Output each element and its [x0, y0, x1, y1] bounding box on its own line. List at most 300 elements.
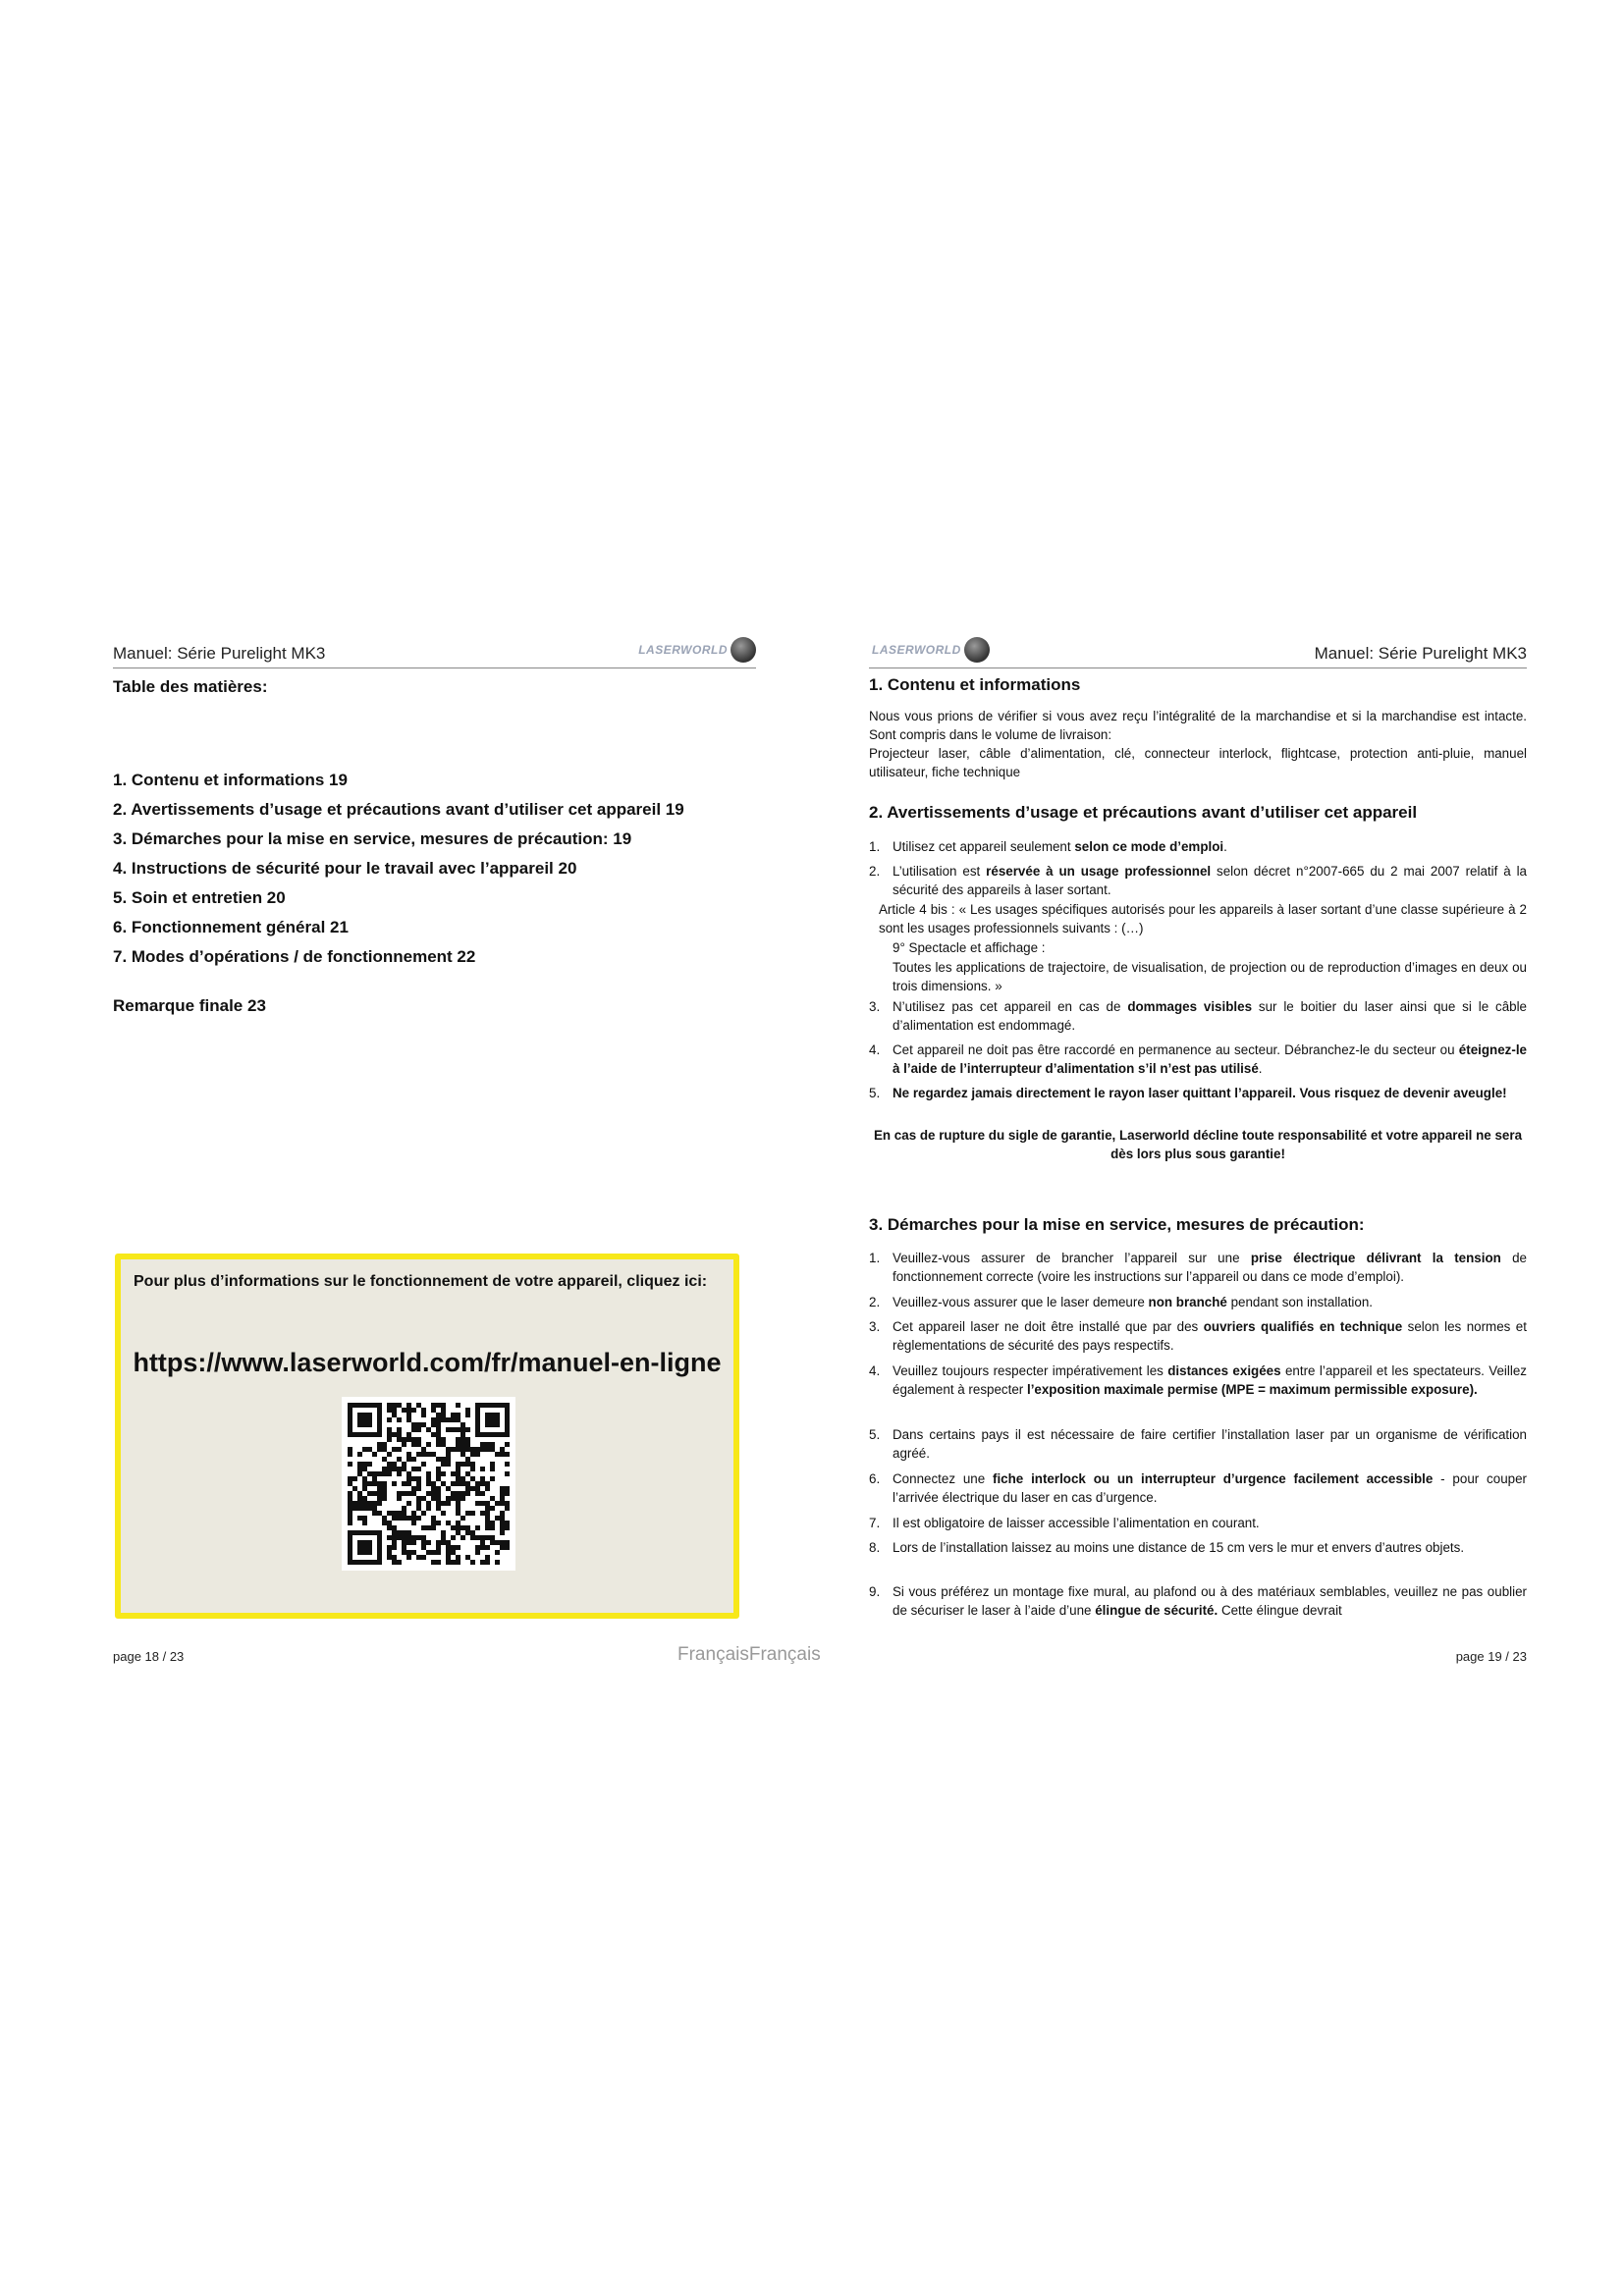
qr-module — [397, 1437, 402, 1442]
qr-module — [490, 1462, 495, 1467]
qr-module — [485, 1511, 490, 1516]
qr-module — [352, 1560, 357, 1565]
qr-module — [446, 1462, 451, 1467]
qr-module — [367, 1417, 372, 1422]
qr-module — [352, 1486, 357, 1491]
qr-module — [460, 1481, 465, 1486]
qr-module — [352, 1403, 357, 1408]
qr-module — [490, 1447, 495, 1452]
qr-module — [397, 1491, 402, 1496]
qr-module — [382, 1516, 387, 1521]
qr-module — [357, 1452, 362, 1457]
qr-module — [441, 1413, 446, 1417]
qr-module — [431, 1486, 436, 1491]
qr-module — [475, 1501, 480, 1506]
qr-module — [465, 1408, 470, 1413]
qr-module — [441, 1403, 446, 1408]
qr-module — [402, 1462, 406, 1467]
qr-module — [465, 1530, 470, 1535]
qr-module — [357, 1540, 362, 1545]
qr-module — [362, 1530, 367, 1535]
qr-module — [397, 1535, 402, 1540]
qr-module — [436, 1540, 441, 1545]
item-number: 3. — [869, 1319, 881, 1334]
manual-link[interactable]: https://www.laserworld.com/fr/manuel-en-ligne — [133, 1348, 722, 1377]
qr-module — [456, 1521, 460, 1525]
qr-module — [377, 1447, 382, 1452]
qr-module — [377, 1555, 382, 1560]
item-number: 1. — [869, 1251, 881, 1265]
qr-module — [431, 1432, 436, 1437]
qr-module — [348, 1417, 352, 1422]
qr-module — [505, 1422, 510, 1427]
qr-module — [372, 1432, 377, 1437]
qr-module — [426, 1540, 431, 1545]
qr-module — [500, 1540, 505, 1545]
qr-module — [475, 1403, 480, 1408]
qr-module — [367, 1462, 372, 1467]
qr-module — [416, 1496, 421, 1501]
qr-module — [352, 1501, 357, 1506]
qr-module — [475, 1432, 480, 1437]
qr-module — [505, 1408, 510, 1413]
qr-module — [402, 1550, 406, 1555]
qr-module — [475, 1452, 480, 1457]
item-text: Connectez une — [893, 1471, 993, 1486]
qr-module — [480, 1467, 485, 1471]
qr-module — [436, 1521, 441, 1525]
qr-module — [377, 1427, 382, 1432]
qr-module — [348, 1496, 352, 1501]
qr-module — [348, 1422, 352, 1427]
item-text: Lors de l’installation laissez au moins une distance de 15 cm vers le mur et envers d’autres objets. — [893, 1540, 1465, 1555]
qr-module — [392, 1530, 397, 1535]
item-text: Cet appareil ne doit pas être raccordé en permanence au secteur. Débranchez-le du secteur ou — [893, 1042, 1459, 1057]
qr-module — [416, 1467, 421, 1471]
qr-module — [436, 1545, 441, 1550]
qr-module — [421, 1525, 426, 1530]
qr-module — [392, 1535, 397, 1540]
qr-module — [441, 1462, 446, 1467]
qr-module — [348, 1462, 352, 1467]
qr-module — [367, 1491, 372, 1496]
qr-module — [480, 1447, 485, 1452]
qr-module — [367, 1471, 372, 1476]
qr-module — [357, 1467, 362, 1471]
qr-module — [460, 1462, 465, 1467]
qr-module — [392, 1511, 397, 1516]
qr-module — [367, 1550, 372, 1555]
qr-module — [387, 1535, 392, 1540]
qr-module — [411, 1511, 416, 1516]
toc-title: Table des matières: — [113, 677, 268, 696]
qr-module — [460, 1496, 465, 1501]
qr-module — [411, 1457, 416, 1462]
qr-module — [490, 1496, 495, 1501]
qr-module — [456, 1481, 460, 1486]
qr-module — [392, 1540, 397, 1545]
toc-item[interactable]: 4. Instructions de sécurité pour le travail avec l’appareil 20 — [113, 859, 577, 878]
list-item — [869, 837, 1527, 856]
toc-item[interactable]: 1. Contenu et informations 19 — [113, 771, 348, 789]
qr-module — [456, 1506, 460, 1511]
qr-module — [426, 1452, 431, 1457]
toc-item[interactable]: 3. Démarches pour la mise en service, mesures de précaution: 19 — [113, 829, 632, 848]
qr-module — [406, 1540, 411, 1545]
qr-module — [397, 1511, 402, 1516]
qr-module — [431, 1516, 436, 1521]
item-text: . — [1223, 839, 1227, 854]
qr-module — [406, 1413, 411, 1417]
qr-module — [411, 1427, 416, 1432]
qr-module — [362, 1540, 367, 1545]
item-text-bold: distances exigées — [1167, 1363, 1281, 1378]
qr-module — [475, 1550, 480, 1555]
qr-module — [387, 1545, 392, 1550]
logo-text: LASERWORLD — [872, 643, 961, 657]
item-text: de fonctionnement correcte (voire les instructions sur l’appareil ou dans ce mode d’emploi). — [893, 1251, 1527, 1284]
qr-module — [416, 1535, 421, 1540]
qr-module — [460, 1516, 465, 1521]
qr-module — [451, 1427, 456, 1432]
qr-module — [465, 1525, 470, 1530]
qr-module — [485, 1501, 490, 1506]
qr-module — [441, 1471, 446, 1476]
qr-module — [372, 1506, 377, 1511]
toc-item[interactable]: 5. Soin et entretien 20 — [113, 888, 286, 907]
qr-module — [465, 1442, 470, 1447]
list-item — [869, 1317, 1527, 1355]
qr-module — [490, 1540, 495, 1545]
qr-module — [431, 1521, 436, 1525]
item-text: selon les normes et règlementations de sécurité des pays respectifs. — [893, 1319, 1527, 1353]
qr-module — [480, 1442, 485, 1447]
qr-module — [480, 1540, 485, 1545]
qr-module — [441, 1501, 446, 1506]
qr-module — [431, 1481, 436, 1486]
item-text: Si vous préférez un montage fixe mural, au plafond ou à des matériaux semblables, veuillez ne pas oublier de sécuriser le laser à l’aide d’une — [893, 1584, 1527, 1618]
list-item — [869, 1362, 1527, 1399]
qr-module — [490, 1403, 495, 1408]
qr-module — [436, 1501, 441, 1506]
qr-module — [421, 1555, 426, 1560]
qr-module — [421, 1447, 426, 1452]
qr-module — [416, 1501, 421, 1506]
qr-module — [456, 1476, 460, 1481]
qr-module — [470, 1560, 475, 1565]
qr-module — [500, 1496, 505, 1501]
qr-module — [372, 1452, 377, 1457]
qr-module — [451, 1496, 456, 1501]
qr-module — [505, 1417, 510, 1422]
qr-module — [451, 1525, 456, 1530]
qr-module — [411, 1476, 416, 1481]
qr-module — [377, 1413, 382, 1417]
list-item — [869, 1041, 1527, 1078]
section-heading: 3. Démarches pour la mise en service, mesures de précaution: — [869, 1215, 1365, 1234]
language-footer: FrançaisFrançais — [677, 1644, 821, 1665]
qr-module — [397, 1467, 402, 1471]
qr-module — [387, 1467, 392, 1471]
qr-module — [421, 1462, 426, 1467]
qr-module — [406, 1535, 411, 1540]
list-item — [869, 1084, 1527, 1102]
qr-module — [406, 1432, 411, 1437]
qr-module — [485, 1555, 490, 1560]
qr-module — [362, 1506, 367, 1511]
qr-module — [456, 1471, 460, 1476]
item-text-bold: non branché — [1148, 1295, 1227, 1309]
qr-module — [421, 1408, 426, 1413]
qr-module — [500, 1403, 505, 1408]
qr-module — [357, 1471, 362, 1476]
qr-module — [357, 1560, 362, 1565]
qr-module — [348, 1506, 352, 1511]
qr-module — [397, 1457, 402, 1462]
qr-module — [451, 1535, 456, 1540]
qr-module — [362, 1422, 367, 1427]
qr-module — [392, 1516, 397, 1521]
item-number: 2. — [869, 864, 881, 879]
qr-module — [348, 1555, 352, 1560]
qr-module — [348, 1481, 352, 1486]
qr-module — [416, 1427, 421, 1432]
qr-module — [470, 1447, 475, 1452]
qr-module — [475, 1427, 480, 1432]
item-text-bold: éteignez-le à l’aide de l’interrupteur d’alimentation s’il n’est pas utilisé — [893, 1042, 1527, 1076]
qr-module — [416, 1437, 421, 1442]
qr-module — [406, 1491, 411, 1496]
qr-module — [431, 1422, 436, 1427]
qr-module — [500, 1516, 505, 1521]
qr-module — [436, 1403, 441, 1408]
qr-module — [441, 1442, 446, 1447]
qr-module — [426, 1481, 431, 1486]
qr-module — [416, 1516, 421, 1521]
qr-module — [500, 1452, 505, 1457]
item-number: 5. — [869, 1086, 881, 1100]
qr-module — [372, 1481, 377, 1486]
qr-module — [475, 1525, 480, 1530]
qr-module — [416, 1486, 421, 1491]
qr-module — [411, 1467, 416, 1471]
qr-module — [411, 1408, 416, 1413]
qr-module — [402, 1530, 406, 1535]
qr-module — [475, 1417, 480, 1422]
qr-module — [436, 1422, 441, 1427]
qr-module — [505, 1486, 510, 1491]
list-item — [869, 1538, 1527, 1557]
qr-module — [387, 1403, 392, 1408]
qr-module — [367, 1422, 372, 1427]
qr-module — [367, 1545, 372, 1550]
qr-module — [465, 1481, 470, 1486]
qr-module — [500, 1501, 505, 1506]
qr-code[interactable] — [342, 1397, 515, 1571]
qr-module — [451, 1550, 456, 1555]
qr-module — [357, 1506, 362, 1511]
qr-module — [416, 1422, 421, 1427]
qr-module — [505, 1540, 510, 1545]
qr-module — [387, 1471, 392, 1476]
qr-module — [402, 1545, 406, 1550]
qr-module — [441, 1535, 446, 1540]
qr-module — [416, 1506, 421, 1511]
qr-module — [495, 1432, 500, 1437]
qr-module — [446, 1457, 451, 1462]
qr-module — [505, 1403, 510, 1408]
qr-module — [367, 1403, 372, 1408]
qr-module — [362, 1417, 367, 1422]
qr-module — [500, 1545, 505, 1550]
qr-module — [377, 1417, 382, 1422]
qr-module — [490, 1467, 495, 1471]
qr-module — [348, 1535, 352, 1540]
qr-module — [446, 1447, 451, 1452]
qr-module — [377, 1496, 382, 1501]
qr-module — [411, 1535, 416, 1540]
qr-module — [397, 1496, 402, 1501]
list-item — [869, 1425, 1527, 1463]
qr-module — [348, 1476, 352, 1481]
qr-module — [485, 1422, 490, 1427]
qr-module — [436, 1471, 441, 1476]
toc-item[interactable]: 6. Fonctionnement général 21 — [113, 918, 349, 936]
qr-module — [505, 1501, 510, 1506]
qr-module — [446, 1545, 451, 1550]
qr-module — [411, 1521, 416, 1525]
qr-module — [436, 1457, 441, 1462]
qr-module — [485, 1442, 490, 1447]
qr-module — [387, 1437, 392, 1442]
qr-module — [362, 1462, 367, 1467]
header-title: Manuel: Série Purelight MK3 — [113, 644, 326, 663]
qr-module — [357, 1417, 362, 1422]
toc-item[interactable]: 7. Modes d’opérations / de fonctionnement 22 — [113, 947, 476, 966]
section-heading: 2. Avertissements d’usage et précautions avant d’utiliser cet appareil — [869, 803, 1418, 822]
qr-module — [475, 1535, 480, 1540]
qr-module — [490, 1535, 495, 1540]
qr-module — [460, 1491, 465, 1496]
qr-module — [505, 1427, 510, 1432]
qr-module — [485, 1481, 490, 1486]
qr-module — [436, 1413, 441, 1417]
qr-module — [362, 1432, 367, 1437]
qr-module — [357, 1432, 362, 1437]
qr-module — [362, 1447, 367, 1452]
quote-text: Article 4 bis : « Les usages spécifiques autorisés pour les appareils à laser sortant d’une classe supérieure à 2 sont les usages professionnels suivants : (…) — [879, 902, 1527, 935]
qr-module — [431, 1403, 436, 1408]
qr-module — [397, 1427, 402, 1432]
qr-module — [431, 1496, 436, 1501]
qr-module — [480, 1432, 485, 1437]
qr-module — [426, 1550, 431, 1555]
qr-module — [411, 1540, 416, 1545]
qr-module — [500, 1511, 505, 1516]
item-text: . — [1258, 1061, 1263, 1076]
toc-item-final-remark[interactable]: Remarque finale 23 — [113, 996, 266, 1015]
qr-module — [426, 1525, 431, 1530]
qr-module — [441, 1417, 446, 1422]
qr-module — [406, 1481, 411, 1486]
qr-module — [490, 1432, 495, 1437]
header-title: Manuel: Série Purelight MK3 — [1314, 644, 1527, 663]
qr-module — [426, 1471, 431, 1476]
qr-module — [397, 1432, 402, 1437]
qr-module — [431, 1491, 436, 1496]
qr-module — [387, 1417, 392, 1422]
qr-module — [348, 1408, 352, 1413]
item-number: 4. — [869, 1042, 881, 1057]
item-number: 8. — [869, 1540, 881, 1555]
table-of-contents — [113, 766, 756, 972]
qr-module — [367, 1530, 372, 1535]
qr-module — [387, 1452, 392, 1457]
qr-module — [475, 1408, 480, 1413]
toc-item[interactable]: 2. Avertissements d’usage et précautions avant d’utiliser cet appareil 19 — [113, 800, 684, 819]
list-item — [869, 997, 1527, 1035]
qr-module — [451, 1413, 456, 1417]
qr-module — [367, 1481, 372, 1486]
qr-module — [377, 1408, 382, 1413]
qr-module — [382, 1442, 387, 1447]
page-number: page 19 / 23 — [1455, 1649, 1527, 1664]
qr-module — [441, 1437, 446, 1442]
qr-module — [495, 1403, 500, 1408]
qr-module — [348, 1530, 352, 1535]
qr-module — [372, 1403, 377, 1408]
qr-module — [456, 1447, 460, 1452]
item-text: Cette élingue devrait — [1218, 1603, 1342, 1618]
qr-module — [411, 1491, 416, 1496]
qr-module — [421, 1540, 426, 1545]
qr-module — [431, 1408, 436, 1413]
qr-module — [397, 1447, 402, 1452]
qr-module — [475, 1422, 480, 1427]
qr-module — [406, 1471, 411, 1476]
list-item — [869, 862, 1527, 899]
qr-module — [490, 1422, 495, 1427]
qr-module — [460, 1452, 465, 1457]
qr-module — [387, 1550, 392, 1555]
qr-module — [387, 1511, 392, 1516]
qr-module — [465, 1427, 470, 1432]
qr-module — [387, 1525, 392, 1530]
qr-module — [397, 1560, 402, 1565]
qr-module — [456, 1413, 460, 1417]
qr-module — [505, 1506, 510, 1511]
qr-module — [456, 1427, 460, 1432]
qr-module — [480, 1491, 485, 1496]
qr-module — [362, 1413, 367, 1417]
qr-module — [348, 1413, 352, 1417]
qr-module — [421, 1496, 426, 1501]
qr-module — [377, 1481, 382, 1486]
qr-module — [456, 1403, 460, 1408]
qr-module — [446, 1555, 451, 1560]
qr-module — [495, 1501, 500, 1506]
qr-module — [357, 1530, 362, 1535]
qr-module — [348, 1491, 352, 1496]
item-text: Veuillez-vous assurer que le laser demeure — [893, 1295, 1149, 1309]
qr-module — [402, 1467, 406, 1471]
qr-module — [362, 1467, 367, 1471]
qr-module — [382, 1467, 387, 1471]
qr-module — [421, 1511, 426, 1516]
qr-module — [465, 1471, 470, 1476]
qr-module — [446, 1452, 451, 1457]
qr-module — [446, 1501, 451, 1506]
